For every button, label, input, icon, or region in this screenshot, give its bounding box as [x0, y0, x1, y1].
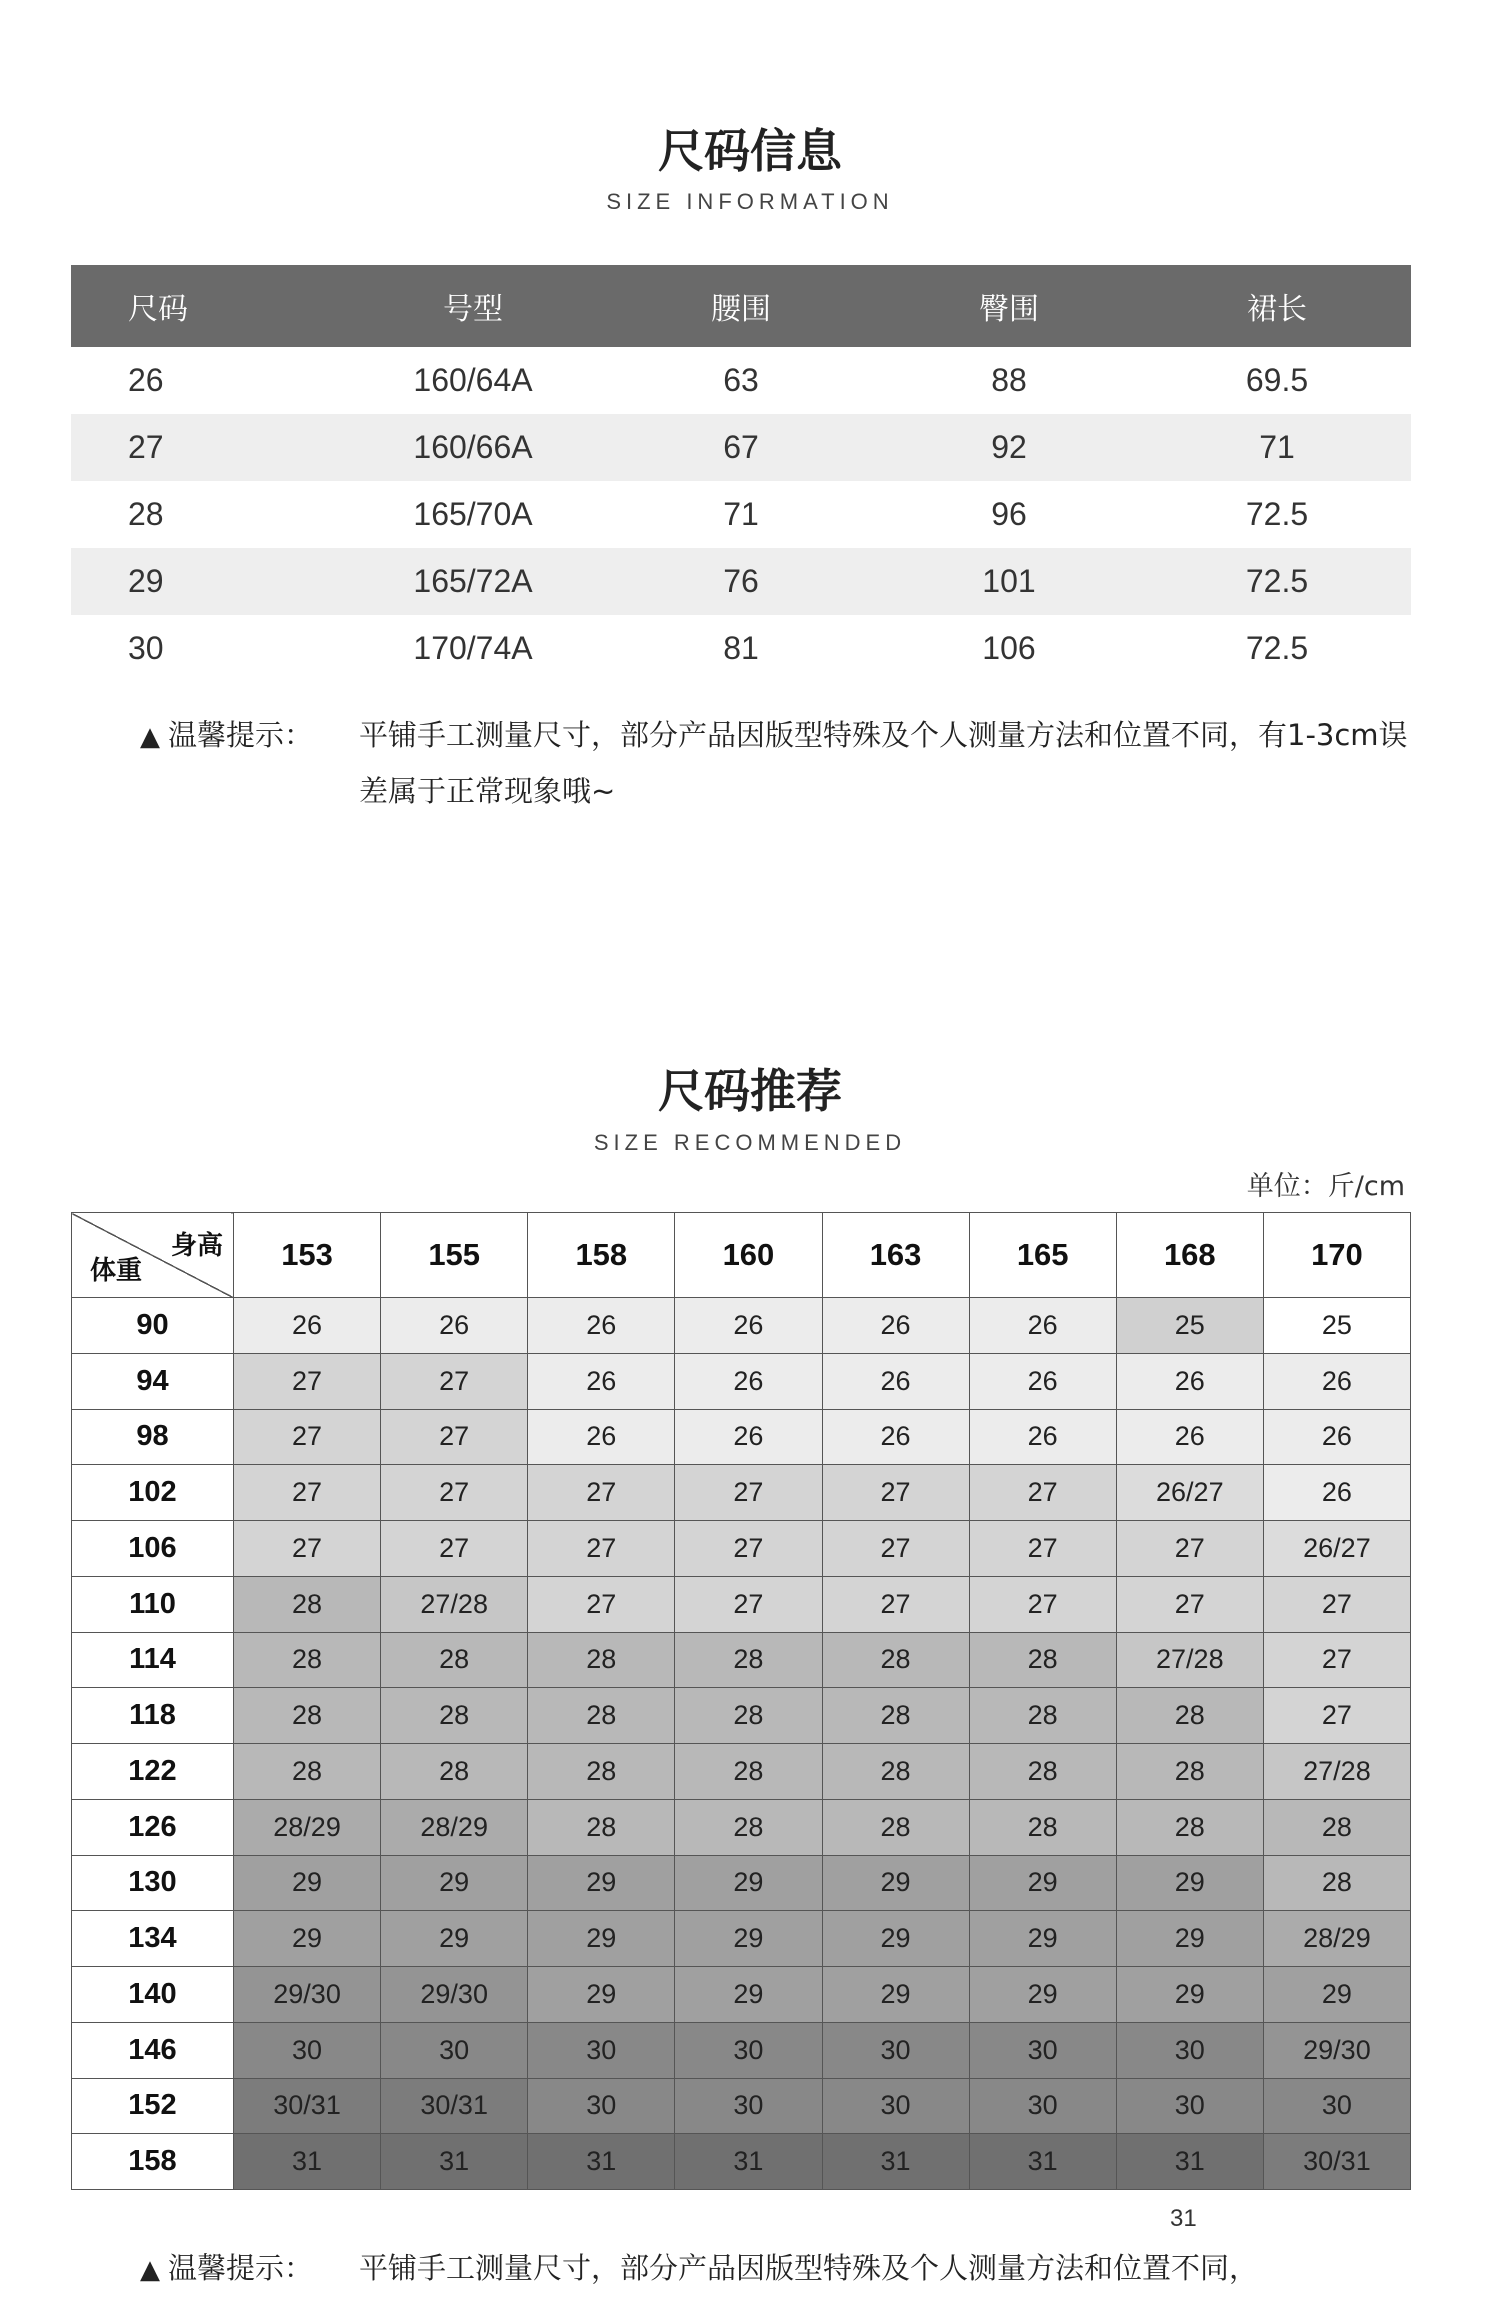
- size-rec-cell: 27: [1263, 1688, 1410, 1744]
- header-waist: 腰围: [607, 265, 875, 347]
- weight-row: [72, 1576, 1411, 1632]
- weight-header: 118: [72, 1688, 234, 1744]
- size-rec-cell: 29: [1263, 1967, 1410, 2023]
- size-rec-cell: 28: [822, 1632, 969, 1688]
- size-rec-cell: 26: [675, 1353, 822, 1409]
- weight-row: [72, 1967, 1411, 2023]
- size-rec-cell: 29/30: [234, 1967, 381, 2023]
- size-info-table: [71, 265, 1411, 682]
- size-info-cell: 71: [1143, 414, 1411, 481]
- size-info-row: [71, 347, 1411, 414]
- size-rec-cell: 26: [969, 1298, 1116, 1354]
- size-rec-cell: 27: [381, 1465, 528, 1521]
- size-rec-cell: 28: [822, 1799, 969, 1855]
- height-header: 158: [528, 1213, 675, 1298]
- size-rec-cell: 27: [528, 1576, 675, 1632]
- height-header: 165: [969, 1213, 1116, 1298]
- tip-text: 平铺手工测量尺寸，部分产品因版型特殊及个人测量方法和位置不同，: [359, 2251, 1259, 2285]
- size-rec-cell: 26: [969, 1353, 1116, 1409]
- size-info-cell: 71: [723, 496, 759, 532]
- size-rec-cell: 30: [528, 2078, 675, 2134]
- size-rec-cell: 26: [528, 1353, 675, 1409]
- size-info-cell: 165/70A: [413, 496, 533, 532]
- size-info-cell: 72.5: [1245, 630, 1309, 666]
- size-info-cell: 96: [991, 496, 1027, 532]
- size-rec-cell: 26/27: [1116, 1465, 1263, 1521]
- weight-row: [72, 1688, 1411, 1744]
- size-rec-cell: 28: [528, 1688, 675, 1744]
- size-rec-cell: 26/27: [1263, 1521, 1410, 1577]
- weight-row: [72, 1632, 1411, 1688]
- size-rec-cell: 28: [234, 1744, 381, 1800]
- size-rec-cell: 30: [1116, 2078, 1263, 2134]
- size-rec-cell: 28/29: [1263, 1911, 1410, 1967]
- weight-header: 158: [72, 2134, 234, 2190]
- size-rec-cell: 27: [822, 1576, 969, 1632]
- size-rec-cell: 27: [969, 1576, 1116, 1632]
- size-info-cell: 28: [128, 496, 164, 532]
- size-rec-cell: 27: [234, 1409, 381, 1465]
- size-rec-cell: 26: [822, 1409, 969, 1465]
- size-rec-cell: 29: [234, 1911, 381, 1967]
- size-rec-cell: 29: [822, 1911, 969, 1967]
- weight-row: [72, 1353, 1411, 1409]
- size-rec-cell: 28: [675, 1632, 822, 1688]
- size-info-cell: 106: [982, 630, 1036, 666]
- height-header: 160: [675, 1213, 822, 1298]
- weight-header: 122: [72, 1744, 234, 1800]
- size-rec-cell: 27: [822, 1521, 969, 1577]
- header-hip: 臀围: [875, 265, 1143, 347]
- corner-weight-label: 体重: [90, 1256, 143, 1286]
- weight-row: [72, 1799, 1411, 1855]
- size-rec-cell: 26: [1116, 1409, 1263, 1465]
- weight-header: 98: [72, 1409, 234, 1465]
- size-rec-cell: 29: [234, 1855, 381, 1911]
- weight-row: [72, 1855, 1411, 1911]
- height-header-row: [72, 1213, 1411, 1298]
- weight-row: [72, 1744, 1411, 1800]
- size-info-cell: 170/74A: [413, 630, 533, 666]
- size-rec-cell: 29: [1116, 1967, 1263, 2023]
- size-rec-cell: 27: [234, 1521, 381, 1577]
- size-rec-cell: 28: [969, 1688, 1116, 1744]
- size-rec-cell: 27: [381, 1409, 528, 1465]
- height-header: 153: [234, 1213, 381, 1298]
- size-rec-cell: 30: [675, 2022, 822, 2078]
- size-rec-cell: 29: [528, 1855, 675, 1911]
- size-rec-cell: 28: [1116, 1799, 1263, 1855]
- height-header: 170: [1263, 1213, 1410, 1298]
- size-rec-cell: 30: [822, 2022, 969, 2078]
- size-info-cell: 160/66A: [339, 414, 607, 481]
- weight-header: 146: [72, 2022, 234, 2078]
- size-rec-cell: 26: [822, 1353, 969, 1409]
- size-info-tip: [140, 707, 1408, 827]
- weight-header: 90: [72, 1298, 234, 1354]
- size-rec-cell: 26: [528, 1409, 675, 1465]
- size-rec-cell: 27: [1116, 1576, 1263, 1632]
- size-info-cell: 101: [875, 548, 1143, 615]
- size-info-cell: 81: [723, 630, 759, 666]
- size-rec-cell: 28: [675, 1799, 822, 1855]
- size-info-cell: 76: [607, 548, 875, 615]
- size-rec-cell: 26: [822, 1298, 969, 1354]
- size-rec-cell: 28: [234, 1632, 381, 1688]
- size-rec-cell: 29: [675, 1911, 822, 1967]
- size-rec-cell: 28: [969, 1632, 1116, 1688]
- size-info-cell: 72.5: [1245, 496, 1309, 532]
- size-rec-cell: 30: [528, 2022, 675, 2078]
- size-rec-tip: [140, 2240, 1400, 2310]
- size-rec-cell: 26: [528, 1298, 675, 1354]
- size-rec-cell: 27: [234, 1465, 381, 1521]
- corner-cell: [72, 1213, 234, 1298]
- size-rec-cell: 28: [1116, 1688, 1263, 1744]
- size-info-cell: 72.5: [1143, 548, 1411, 615]
- size-info-row: [71, 481, 1411, 548]
- size-rec-cell: 31: [822, 2134, 969, 2190]
- size-rec-table: [71, 1212, 1411, 2190]
- size-rec-cell: 27/28: [1263, 1744, 1410, 1800]
- tip-label: 温馨提示：: [168, 718, 314, 752]
- size-rec-cell: 31: [969, 2134, 1116, 2190]
- size-rec-cell: 30: [234, 2022, 381, 2078]
- size-info-cell: 165/72A: [339, 548, 607, 615]
- size-rec-cell: 29: [822, 1855, 969, 1911]
- height-header: 163: [822, 1213, 969, 1298]
- size-rec-cell: 27: [822, 1465, 969, 1521]
- size-info-cell: 88: [991, 362, 1027, 398]
- size-rec-cell: 30: [381, 2022, 528, 2078]
- size-rec-cell: 28: [822, 1744, 969, 1800]
- weight-header: 152: [72, 2078, 234, 2134]
- size-rec-cell: 27: [1263, 1576, 1410, 1632]
- size-rec-cell: 29/30: [381, 1967, 528, 2023]
- size-rec-cell: 26: [675, 1298, 822, 1354]
- size-rec-cell: 26: [1263, 1465, 1410, 1521]
- size-rec-cell: 28: [528, 1632, 675, 1688]
- size-info-cell: 92: [875, 414, 1143, 481]
- weight-row: [72, 1521, 1411, 1577]
- size-rec-cell: 26: [381, 1298, 528, 1354]
- size-rec-cell: 30: [675, 2078, 822, 2134]
- weight-header: 126: [72, 1799, 234, 1855]
- size-rec-cell: 26: [969, 1409, 1116, 1465]
- size-info-row: [71, 615, 1411, 682]
- size-rec-cell: 28: [1116, 1744, 1263, 1800]
- size-rec-cell: 25: [1116, 1298, 1263, 1354]
- size-rec-cell: 27/28: [381, 1576, 528, 1632]
- size-info-cell: 160/64A: [413, 362, 533, 398]
- weight-header: 134: [72, 1911, 234, 1967]
- size-info-cell: 30: [128, 630, 164, 666]
- size-rec-cell: 31: [528, 2134, 675, 2190]
- size-rec-cell: 29: [969, 1967, 1116, 2023]
- size-rec-cell: 29: [528, 1967, 675, 2023]
- size-rec-cell: 29/30: [1263, 2022, 1410, 2078]
- size-rec-cell: 27: [675, 1465, 822, 1521]
- size-rec-cell: 28: [381, 1688, 528, 1744]
- size-rec-cell: 30: [1116, 2022, 1263, 2078]
- size-rec-cell: 28: [675, 1688, 822, 1744]
- weight-row: [72, 1409, 1411, 1465]
- size-info-cell: 29: [71, 548, 339, 615]
- warning-icon: ▲: [140, 722, 160, 752]
- size-info-header-row: [71, 265, 1411, 347]
- size-rec-cell: 29: [381, 1911, 528, 1967]
- unit-label: 单位：斤/cm: [1246, 1171, 1405, 1202]
- size-info-cell: 69.5: [1245, 362, 1309, 398]
- size-rec-cell: 30/31: [381, 2078, 528, 2134]
- size-rec-cell: 28: [1263, 1799, 1410, 1855]
- size-rec-cell: 28: [234, 1688, 381, 1744]
- size-rec-cell: 26: [234, 1298, 381, 1354]
- size-rec-cell: 27: [675, 1521, 822, 1577]
- size-rec-cell: 26: [675, 1409, 822, 1465]
- weight-header: 106: [72, 1521, 234, 1577]
- size-rec-cell: 25: [1263, 1298, 1410, 1354]
- size-rec-cell: 30: [969, 2078, 1116, 2134]
- weight-row: [72, 1465, 1411, 1521]
- size-rec-cell: 26: [1263, 1353, 1410, 1409]
- weight-header: 110: [72, 1576, 234, 1632]
- size-rec-cell: 27: [381, 1521, 528, 1577]
- size-rec-cell: 28: [969, 1799, 1116, 1855]
- size-rec-cell: 27/28: [1116, 1632, 1263, 1688]
- size-rec-cell: 26: [1116, 1353, 1263, 1409]
- size-rec-cell: 29: [822, 1967, 969, 2023]
- size-rec-cell: 27: [528, 1521, 675, 1577]
- size-rec-cell: 29: [969, 1911, 1116, 1967]
- size-rec-cell: 27: [1263, 1632, 1410, 1688]
- size-info-cell: 63: [723, 362, 759, 398]
- weight-header: 114: [72, 1632, 234, 1688]
- size-rec-cell: 31: [234, 2134, 381, 2190]
- weight-header: 130: [72, 1855, 234, 1911]
- size-info-cell: 26: [128, 362, 164, 398]
- size-rec-title: 尺码推荐: [658, 1064, 842, 1118]
- size-rec-cell: 31: [1116, 2134, 1263, 2190]
- size-rec-cell: 30/31: [1263, 2134, 1410, 2190]
- size-info-row: [71, 548, 1411, 615]
- size-rec-cell: 27: [969, 1465, 1116, 1521]
- height-header: 155: [381, 1213, 528, 1298]
- size-rec-cell: 29: [381, 1855, 528, 1911]
- size-rec-cell: 28: [822, 1688, 969, 1744]
- size-rec-cell: 28: [1263, 1855, 1410, 1911]
- height-header: 168: [1116, 1213, 1263, 1298]
- header-model: 号型: [339, 265, 607, 347]
- size-rec-cell: 27: [675, 1576, 822, 1632]
- weight-row: [72, 1911, 1411, 1967]
- header-skirt-length: 裙长: [1143, 265, 1411, 347]
- size-rec-cell: 27: [234, 1353, 381, 1409]
- size-info-cell: 27: [71, 414, 339, 481]
- size-rec-cell: 28: [381, 1744, 528, 1800]
- size-rec-cell: 27: [381, 1353, 528, 1409]
- warning-icon: ▲: [140, 2255, 160, 2285]
- size-rec-cell: 28: [528, 1799, 675, 1855]
- size-rec-cell: 27: [1116, 1521, 1263, 1577]
- size-rec-cell: 29: [675, 1967, 822, 2023]
- size-rec-cell: 28: [528, 1744, 675, 1800]
- size-info-row: [71, 414, 1411, 481]
- size-rec-cell: 30/31: [234, 2078, 381, 2134]
- size-rec-cell: 29: [1116, 1855, 1263, 1911]
- weight-row: [72, 1298, 1411, 1354]
- size-rec-cell: 28: [381, 1632, 528, 1688]
- size-rec-cell: 29: [969, 1855, 1116, 1911]
- size-rec-cell: 31: [381, 2134, 528, 2190]
- tip-label: 温馨提示：: [168, 2251, 314, 2285]
- weight-header: 94: [72, 1353, 234, 1409]
- size-rec-subtitle: SIZE RECOMMENDED: [593, 1130, 907, 1155]
- size-rec-cell: 28: [234, 1576, 381, 1632]
- weight-header: 140: [72, 1967, 234, 2023]
- size-rec-cell: 30: [822, 2078, 969, 2134]
- size-rec-cell: 31: [675, 2134, 822, 2190]
- size-rec-cell: 28: [969, 1744, 1116, 1800]
- size-rec-cell: 28/29: [381, 1799, 528, 1855]
- size-rec-cell: 29: [675, 1855, 822, 1911]
- size-rec-cell: 29: [528, 1911, 675, 1967]
- size-rec-cell: 29: [1116, 1911, 1263, 1967]
- size-info-subtitle: SIZE INFORMATION: [606, 189, 894, 214]
- weight-header: 102: [72, 1465, 234, 1521]
- size-rec-cell: 28: [675, 1744, 822, 1800]
- page-number: 31: [1170, 2205, 1197, 2232]
- corner-height-label: 身高: [170, 1231, 223, 1261]
- header-size: 尺码: [71, 265, 339, 347]
- size-rec-cell: 28/29: [234, 1799, 381, 1855]
- size-rec-cell: 27: [969, 1521, 1116, 1577]
- tip-text: 平铺手工测量尺寸，部分产品因版型特殊及个人测量方法和位置不同，有1-3cm误差属于正常现象哦~: [359, 718, 1408, 808]
- size-rec-cell: 30: [969, 2022, 1116, 2078]
- size-info-title: 尺码信息: [658, 124, 842, 178]
- weight-row: [72, 2022, 1411, 2078]
- size-rec-cell: 30: [1263, 2078, 1410, 2134]
- weight-row: [72, 2078, 1411, 2134]
- size-info-cell: 67: [607, 414, 875, 481]
- size-rec-cell: 27: [528, 1465, 675, 1521]
- weight-row: [72, 2134, 1411, 2190]
- size-rec-cell: 26: [1263, 1409, 1410, 1465]
